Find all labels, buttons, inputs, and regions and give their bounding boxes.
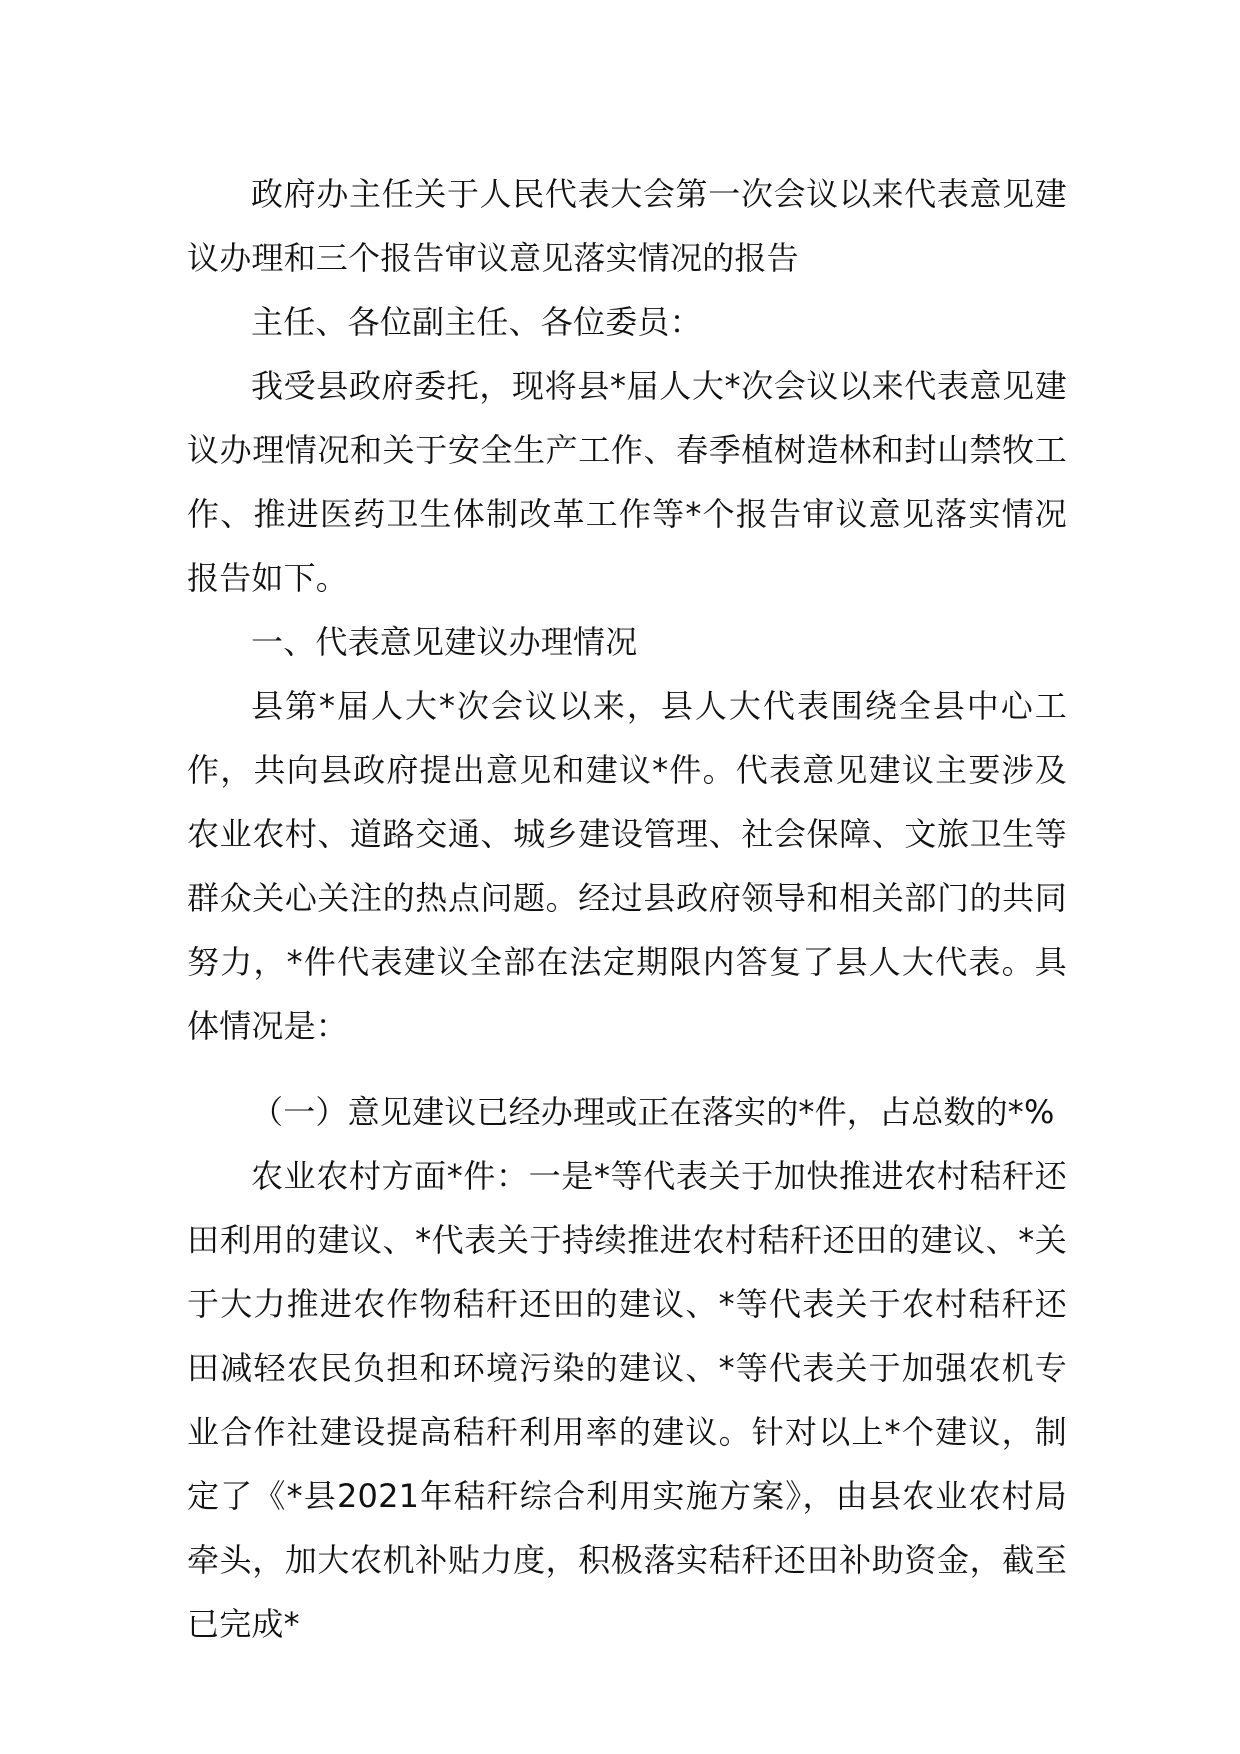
body-paragraph: 农业农村方面*件：一是*等代表关于加快推进农村秸秆还田利用的建议、*代表关于持续推进农村秸秆还田的建议、*关于大力推进农作物秸秆还田的建议、*等代表关于农村秸秆还田减轻农民负担和环境污染的建议、*等代表关于加强农机专业合作社建设提高秸秆利用率的建议。针对以上*个建议，制定了《*县2021年秸秆综合利用实施方案》，由县农业农村局牵头，加大农机补贴力度，积极落实秸秆还田补助资金，截至已完成* (187, 1157, 1067, 1643)
intro-paragraph: 我受县政府委托，现将县*届人大*次会议以来代表意见建议办理情况和关于安全生产工作、春季植树造林和封山禁牧工作、推进医药卫生体制改革工作等*个报告审议意见落实情况报告如下。 (187, 367, 1067, 597)
subsection-heading: （一）意见建议已经办理或正在落实的*件，占总数的*% (251, 1093, 1055, 1131)
document-title: 政府办主任关于人民代表大会第一次会议以来代表意见建议办理和三个报告审议意见落实情况的报告 (187, 175, 1067, 277)
section-heading: 一、代表意见建议办理情况 (251, 623, 638, 661)
document-page (187, 162, 1067, 1656)
salutation: 主任、各位副主任、各位委员： (251, 303, 702, 341)
body-paragraph: 县第*届人大*次会议以来，县人大代表围绕全县中心工作，共向县政府提出意见和建议*件。代表意见建议主要涉及农业农村、道路交通、城乡建设管理、社会保障、文旅卫生等群众关心关注的热点问题。经过县政府领导和相关部门的共同努力，*件代表建议全部在法定期限内答复了县人大代表。具体情况是： (187, 687, 1067, 1045)
